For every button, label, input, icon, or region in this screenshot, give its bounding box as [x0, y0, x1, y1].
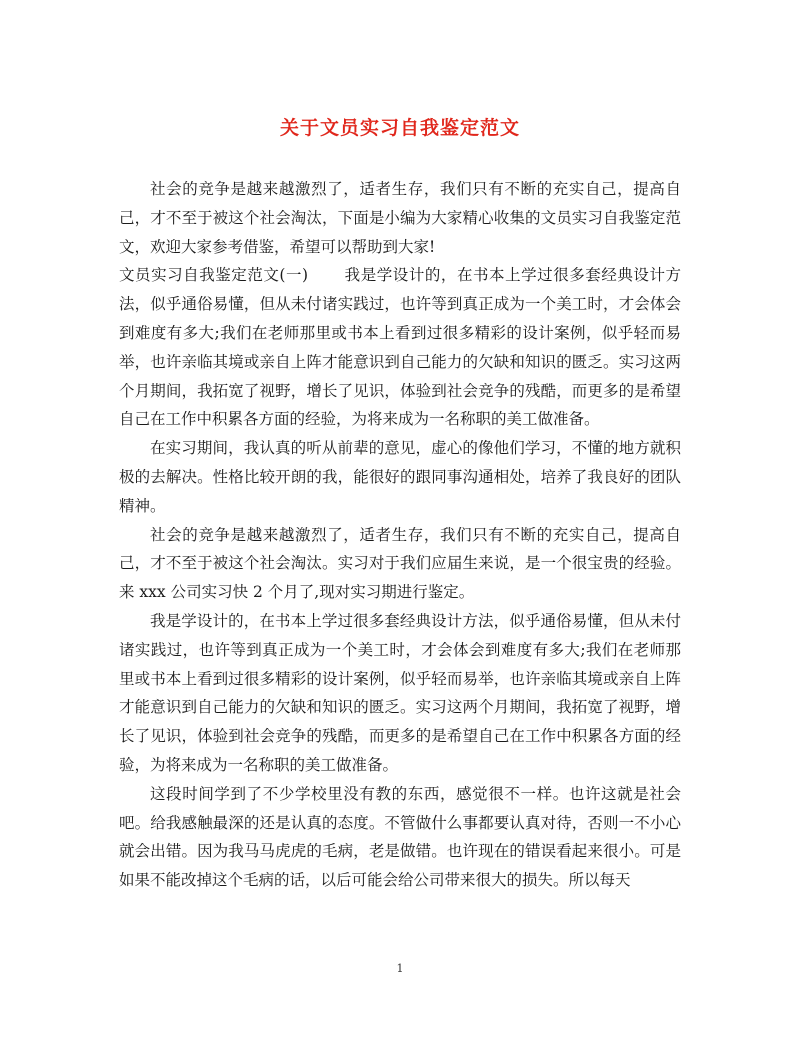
section-heading: 文员实习自我鉴定范文(一) [119, 266, 309, 285]
body-paragraph: 社会的竞争是越来越激烈了，适者生存，我们只有不断的充实自己，提高自己，才不至于被这个社会淘汰。实习对于我们应届生来说，是一个很宝贵的经验。来 xxx 公司实习快 2 个月了,现对实习期进行鉴定。 [119, 525, 681, 602]
page-number: 1 [396, 962, 404, 975]
document-body [119, 175, 681, 895]
section-paragraph [119, 261, 681, 434]
body-paragraph: 我是学设计的，在书本上学过很多套经典设计方法，似乎通俗易懂，但从未付诸实践过，也许等到真正成为一个美工时，才会体会到难度有多大;我们在老师那里或书本上看到过很多精彩的设计案例，似乎轻而易举，也许亲临其境或亲自上阵才能意识到自己能力的欠缺和知识的匮乏。实习这两个月期间，我拓宽了视野，增长了见识，体验到社会竞争的残酷，而更多的是希望自己在工作中积累各方面的经验，为将来成为一名称职的美工做准备。 [119, 611, 681, 774]
section-first-text: 我是学设计的，在书本上学过很多套经典设计方法，似乎通俗易懂，但从未付诸实践过，也许等到真正成为一个美工时，才会体会到难度有多大;我们在老师那里或书本上看到过很多精彩的设计案例，似乎轻而易举，也许亲临其境或亲自上阵才能意识到自己能力的欠缺和知识的匮乏。实习这两个月期间，我拓宽了视野，增长了见识，体验到社会竞争的残酷，而更多的是希望自己在工作中积累各方面的经验，为将来成为一名称职的美工做准备。 [119, 266, 681, 429]
intro-paragraph: 社会的竞争是越来越激烈了，适者生存，我们只有不断的充实自己，提高自己，才不至于被这个社会淘汰，下面是小编为大家精心收集的文员实习自我鉴定范文，欢迎大家参考借鉴，希望可以帮助到大家! [119, 180, 681, 256]
body-paragraph: 这段时间学到了不少学校里没有教的东西，感觉很不一样。也许这就是社会吧。给我感触最深的还是认真的态度。不管做什么事都要认真对待，否则一不小心就会出错。因为我马马虎虎的毛病，老是做错。也许现在的错误看起来很小。可是如果不能改掉这个毛病的话，以后可能会给公司带来很大的损失。所以每天 [119, 784, 681, 890]
document-title: 关于文员实习自我鉴定范文 [279, 117, 520, 139]
body-paragraph: 在实习期间，我认真的听从前辈的意见，虚心的像他们学习，不懂的地方就积极的去解决。性格比较开朗的我，能很好的跟同事沟通相处，培养了我良好的团队精神。 [119, 439, 681, 515]
